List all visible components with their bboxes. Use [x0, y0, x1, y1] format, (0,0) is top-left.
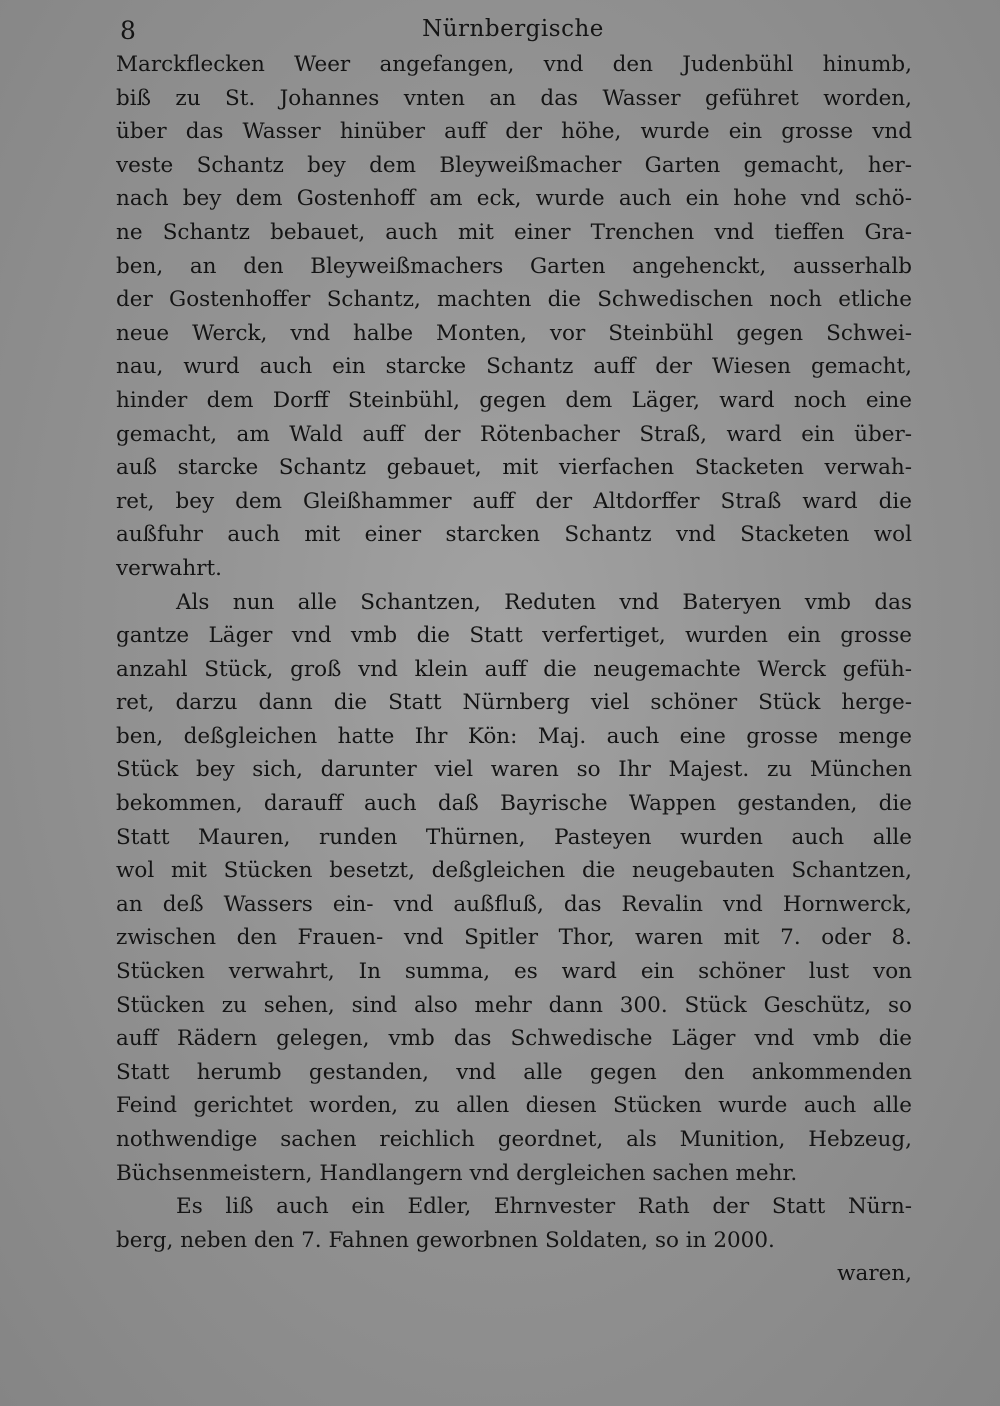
text-line: wol mit Stücken besetzt, deßgleichen die neugebauten Schantzen,	[116, 858, 912, 884]
text-line: verwahrt.	[116, 555, 222, 581]
text-line: ben, an den Bleyweißmachers Garten angehenckt, ausserhalb	[116, 253, 912, 279]
catchword: waren,	[837, 1261, 912, 1287]
text-line: außfuhr auch mit einer starcken Schantz vnd Stacketen wol	[116, 522, 912, 548]
text-line: ben, deßgleichen hatte Ihr Kön: Maj. auch eine grosse menge	[116, 723, 912, 749]
paragraph	[116, 586, 912, 1191]
text-line: Statt herumb gestanden, vnd alle gegen den ankommenden	[116, 1059, 912, 1085]
text-line: anzahl Stück, groß vnd klein auff die neugemachte Werck gefüh-	[116, 656, 912, 682]
text-line: ne Schantz bebauet, auch mit einer Trenchen vnd tieffen Gra-	[116, 219, 912, 245]
body-text	[116, 48, 912, 1291]
text-line: gemacht, am Wald auff der Rötenbacher Straß, ward ein über-	[116, 421, 912, 447]
text-line: Büchsenmeistern, Handlangern vnd dergleichen sachen mehr.	[116, 1160, 798, 1186]
page-header	[118, 16, 908, 50]
text-line: auß starcke Schantz gebauet, mit vierfachen Stacketen verwah-	[116, 455, 912, 481]
text-line: nau, wurd auch ein starcke Schantz auff der Wiesen gemacht,	[116, 354, 912, 380]
text-line: bekommen, darauff auch daß Bayrische Wappen gestanden, die	[116, 791, 912, 817]
text-line: ret, darzu dann die Statt Nürnberg viel schöner Stück herge-	[116, 690, 912, 716]
text-line: Stück bey sich, darunter viel waren so Ihr Majest. zu München	[116, 757, 912, 783]
text-line: nothwendige sachen reichlich geordnet, als Munition, Hebzeug,	[116, 1127, 912, 1152]
text-line: Marckflecken Weer angefangen, vnd den Judenbühl hinumb,	[116, 52, 912, 77]
text-line: hinder dem Dorff Steinbühl, gegen dem Läger, ward noch eine	[116, 387, 912, 413]
text-line: an deß Wassers ein- vnd außfluß, das Revalin vnd Hornwerck,	[116, 891, 912, 917]
text-line: Statt Mauren, runden Thürnen, Pasteyen wurden auch alle	[116, 824, 912, 850]
text-line: Stücken verwahrt, In summa, es ward ein schöner lust von	[116, 959, 912, 985]
running-title: Nürnbergische	[422, 16, 604, 42]
text-line: über das Wasser hinüber auff der höhe, wurde ein grosse vnd	[116, 119, 912, 145]
text-line: nach bey dem Gostenhoff am eck, wurde auch ein hohe vnd schö-	[116, 186, 912, 212]
text-line: Stücken zu sehen, sind also mehr dann 300. Stück Geschütz, so	[116, 992, 912, 1018]
page-number: 8	[120, 16, 136, 45]
text-line: Feind gerichtet worden, zu allen diesen Stücken wurde auch alle	[116, 1093, 912, 1119]
text-line: zwischen den Frauen- vnd Spitler Thor, waren mit 7. oder 8.	[116, 925, 912, 951]
text-line: auff Rädern gelegen, vmb das Schwedische Läger vnd vmb die	[116, 1026, 912, 1052]
text-line: Es liß auch ein Edler, Ehrnvester Rath der Statt Nürn-	[176, 1194, 912, 1220]
text-line: der Gostenhoffer Schantz, machten die Schwedischen noch etliche	[116, 287, 912, 313]
paragraph	[116, 1190, 912, 1257]
text-line: berg, neben den 7. Fahnen geworbnen Soldaten, so in 2000.	[116, 1227, 775, 1253]
text-line: ret, bey dem Gleißhammer auff der Altdorffer Straß ward die	[116, 488, 912, 514]
text-line: Als nun alle Schantzen, Reduten vnd Bateryen vmb das	[176, 589, 912, 615]
text-line: veste Schantz bey dem Bleyweißmacher Garten gemacht, her-	[116, 152, 912, 178]
text-line: neue Werck, vnd halbe Monten, vor Steinbühl gegen Schwei-	[116, 320, 912, 346]
text-line: biß zu St. Johannes vnten an das Wasser geführet worden,	[116, 85, 912, 111]
paragraph	[116, 48, 912, 586]
text-line: gantze Läger vnd vmb die Statt verfertiget, wurden ein grosse	[116, 623, 912, 649]
